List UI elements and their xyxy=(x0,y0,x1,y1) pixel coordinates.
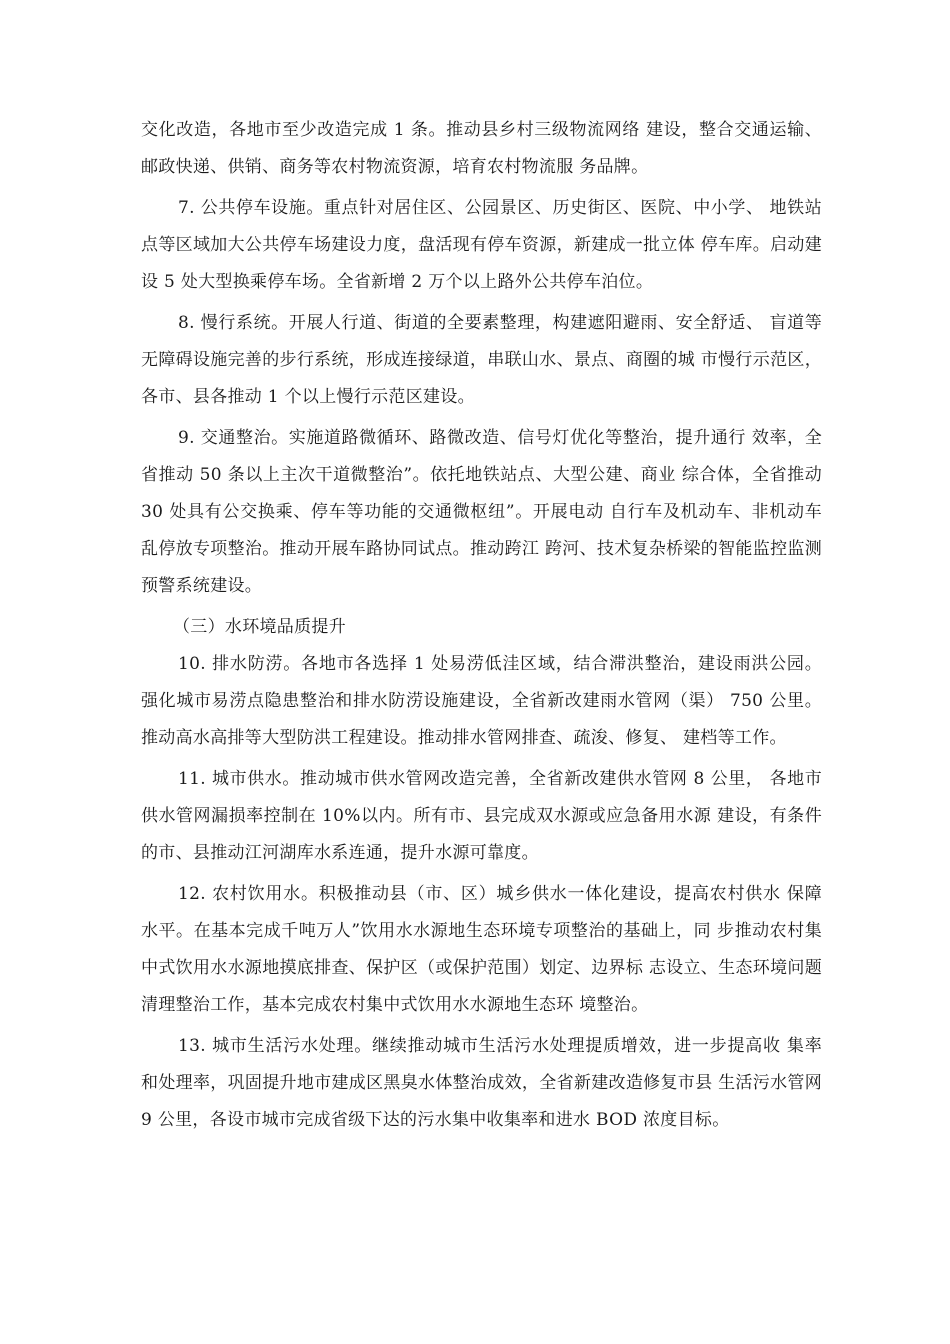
paragraph-item-8-slow-traffic: 8. 慢行系统。开展人行道、街道的全要素整理，构建遮阳避雨、安全舒适、 盲道等无障碍设施完善的步行系统，形成连接绿道，串联山水、景点、商圈的城 市慢行示范区，各市、县各推动 1 个以上慢行示范区建设。 xyxy=(141,313,822,407)
section-heading-water-environment: （三）水环境品质提升 xyxy=(173,617,346,637)
paragraph-item-10-drainage: 10. 排水防涝。各地市各选择 1 处易涝低洼区域，结合滞洪整治，建设雨洪公园。强化城市易涝点隐患整治和排水防涝设施建设，全省新改建雨水管网（渠） 750 公里。推动高水高排等大型防洪工程建设。推动排水管网排查、疏浚、修复、 建档等工作。 xyxy=(141,654,822,748)
paragraph-item-7-parking: 7. 公共停车设施。重点针对居住区、公园景区、历史街区、医院、中小学、 地铁站点等区域加大公共停车场建设力度，盘活现有停车资源，新建成一批立体 停车库。启动建设 5 处大型换乘停车场。全省新增 2 万个以上路外公共停车泊位。 xyxy=(141,198,822,292)
paragraph-item-13-sewage: 13. 城市生活污水处理。继续推动城市生活污水处理提质增效，进一步提高收 集率和处理率，巩固提升地市建成区黑臭水体整治成效，全省新建改造修复市县 生活污水管网 9 公里，各设市城市完成省级下达的污水集中收集率和进水 BOD 浓度目标。 xyxy=(141,1036,822,1130)
paragraph-item-9-traffic-control: 9. 交通整治。实施道路微循环、路微改造、信号灯优化等整治，提升通行 效率，全省推动 50 条以上主次干道微整治”。依托地铁站点、大型公建、商业 综合体，全省推动 30 处具有公交换乘、停车等功能的交通微枢纽”。开展电动 自行车及机动车、非机动车乱停放专项整治。推动开展车路协同试点。推动跨江 跨河、技术复杂桥梁的智能监控监测预警系统建设。 xyxy=(141,428,822,596)
paragraph-item-12-rural-drinking-water: 12. 农村饮用水。积极推动县（市、区）城乡供水一体化建设，提高农村供水 保障水平。在基本完成千吨万人”饮用水水源地生态环境专项整治的基础上，同 步推动农村集中式饮用水水源地摸底排查、保护区（或保护范围）划定、边界标 志设立、生态环境问题清理整治工作，基本完成农村集中式饮用水水源地生态环 境整治。 xyxy=(141,884,822,1015)
paragraph-continuation: 交化改造，各地市至少改造完成 1 条。推动县乡村三级物流网络 建设，整合交通运输、邮政快递、供销、商务等农村物流资源，培育农村物流服 务品牌。 xyxy=(141,120,822,177)
paragraph-item-11-water-supply: 11. 城市供水。推动城市供水管网改造完善，全省新改建供水管网 8 公里， 各地市供水管网漏损率控制在 10%以内。所有市、县完成双水源或应急备用水源 建设，有条件的市、县推动江河湖库水系连通，提升水源可靠度。 xyxy=(141,769,822,863)
document-body xyxy=(141,112,822,1139)
